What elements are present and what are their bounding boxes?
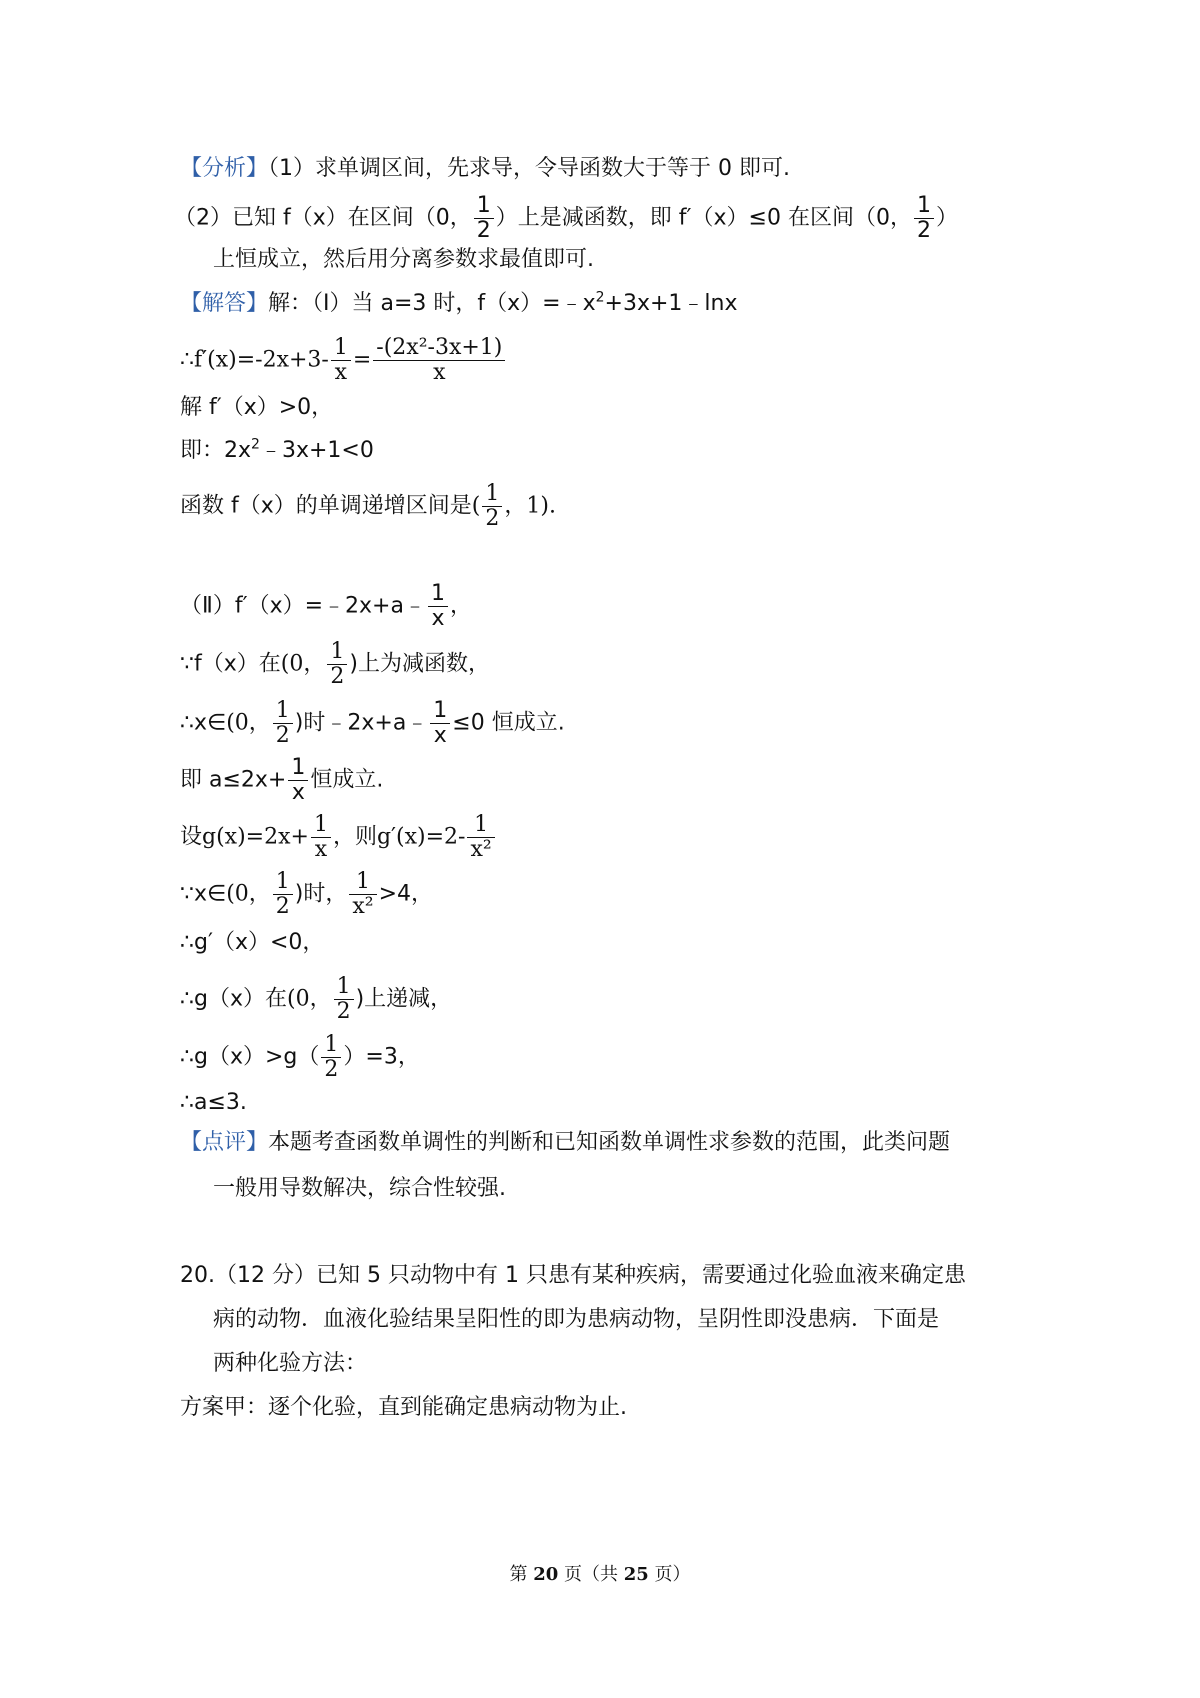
comment-line-2: 一般用导数解决，综合性较强. xyxy=(213,1176,506,1201)
analysis-line-3: 上恒成立，然后用分离参数求最值即可. xyxy=(213,247,594,272)
fraction-one-over-x: $\frac{1}{x}$ xyxy=(430,700,450,747)
fraction-half: $\frac{1}{2}$ xyxy=(273,700,293,747)
solution-line-4: 即：$2x^2﹣3x+1<0$ xyxy=(180,436,374,463)
analysis-line-2: （2）已知 f（x）在区间（0， $\frac{1}{2}$ ）上是减函数，即 f′（x）≤0 在区间（0， $\frac{1}{2}$ ） xyxy=(174,193,958,243)
analysis-line-1 xyxy=(180,153,790,185)
analysis-text-1: （1）求单调区间，先求导，令导函数大于等于 0 即可. xyxy=(268,156,790,181)
fraction-half: $\frac{1}{2}$ xyxy=(327,641,347,688)
problem20-line-4: 方案甲：逐个化验，直到能确定患病动物为止. xyxy=(180,1395,627,1420)
analysis-tag: 【分析】 xyxy=(180,156,269,181)
part2-line-7: ∴g′（x）<0， xyxy=(180,930,325,955)
fraction-one-over-x: $\frac{1}{x}$ xyxy=(331,337,351,384)
fraction-one-over-x: $\frac{1}{x}$ xyxy=(428,583,448,630)
fraction-one-over-x: $\frac{1}{x}$ xyxy=(311,814,331,861)
fraction-half: $\frac{1}{2}$ xyxy=(334,976,354,1023)
part2-line-8: ∴g（x）在(0， $\frac{1}{2}$ )上递减， xyxy=(180,974,453,1024)
part2-line-10: ∴a≤3. xyxy=(180,1090,247,1115)
fraction-half: $\frac{1}{2}$ xyxy=(914,195,934,242)
solution-tag: 【解答】 xyxy=(180,291,269,316)
fraction-one-over-x-squared: $\frac{1}{\text{x²}}$ xyxy=(467,814,494,861)
fraction-half: $\frac{1}{2}$ xyxy=(474,195,494,242)
fraction-one-over-x: $\frac{1}{x}$ xyxy=(288,757,308,804)
part2-line-9: ∴g（x）>g（ $\frac{1}{2}$ ）=3， xyxy=(180,1032,420,1082)
part2-line-1: （Ⅱ）f′（x）=﹣2x+a﹣ $\frac{1}{x}$ ， xyxy=(180,581,472,631)
part2-line-2: ∵f（x）在(0， $\frac{1}{2}$ )上为减函数， xyxy=(180,639,490,689)
fraction-half: $\frac{1}{2}$ xyxy=(273,871,293,918)
part2-line-6: ∵x∈(0， $\frac{1}{2}$ )时， $\frac{1}{\text{x²}}$ >4， xyxy=(180,869,434,919)
fraction-derivative: $\frac{\text{-(2x²-3x+1)}}{x}$ xyxy=(373,337,505,384)
problem20-line-3: 两种化验方法： xyxy=(213,1351,368,1376)
solution-line-5: 函数 f（x）的单调递增区间是( $\frac{1}{2}$ ，1). xyxy=(180,481,556,531)
solution-line-3: 解 f′（x）>0， xyxy=(180,395,334,420)
fraction-half: $\frac{1}{2}$ xyxy=(482,483,502,530)
page-footer: 第 20 页（共 25 页） xyxy=(509,1564,691,1585)
solution-line-1: 【解答】解：（Ⅰ）当 a=3 时，$f(x)=﹣x^2+3x+1﹣\ln x$ xyxy=(180,289,738,316)
comment-line-1: 【点评】本题考查函数单调性的判断和已知函数单调性求参数的范围，此类问题 xyxy=(180,1130,951,1155)
page-number: 20 xyxy=(533,1564,559,1585)
fraction-one-over-x-squared: $\frac{1}{\text{x²}}$ xyxy=(349,871,376,918)
comment-tag: 【点评】 xyxy=(180,1130,269,1155)
fraction-half: $\frac{1}{2}$ xyxy=(321,1034,341,1081)
part2-line-3: ∴x∈(0， $\frac{1}{2}$ )时﹣2x+a﹣ $\frac{1}{x}$ ≤0 恒成立. xyxy=(180,698,565,748)
part2-line-4: 即 a≤2x+ $\frac{1}{x}$ 恒成立. xyxy=(180,755,384,805)
problem20-line-2: 病的动物．血液化验结果呈阳性的即为患病动物，呈阴性即没患病．下面是 xyxy=(213,1307,940,1332)
part2-line-5: 设g(x)=2x+ $\frac{1}{x}$ ，则g′(x)=2- $\frac{1}{\text{x²}}$ xyxy=(180,814,497,861)
solution-derivative: ∴f′(x)=-2x+3- $\frac{1}{x}$ = $\frac{\text{-(2x²-3x+1)}}{x}$ xyxy=(180,337,507,384)
page-total: 25 xyxy=(623,1564,649,1585)
problem20-line-1: 20.（12 分）已知 5 只动物中有 1 只患有某种疾病，需要通过化验血液来确定患 xyxy=(180,1263,966,1288)
